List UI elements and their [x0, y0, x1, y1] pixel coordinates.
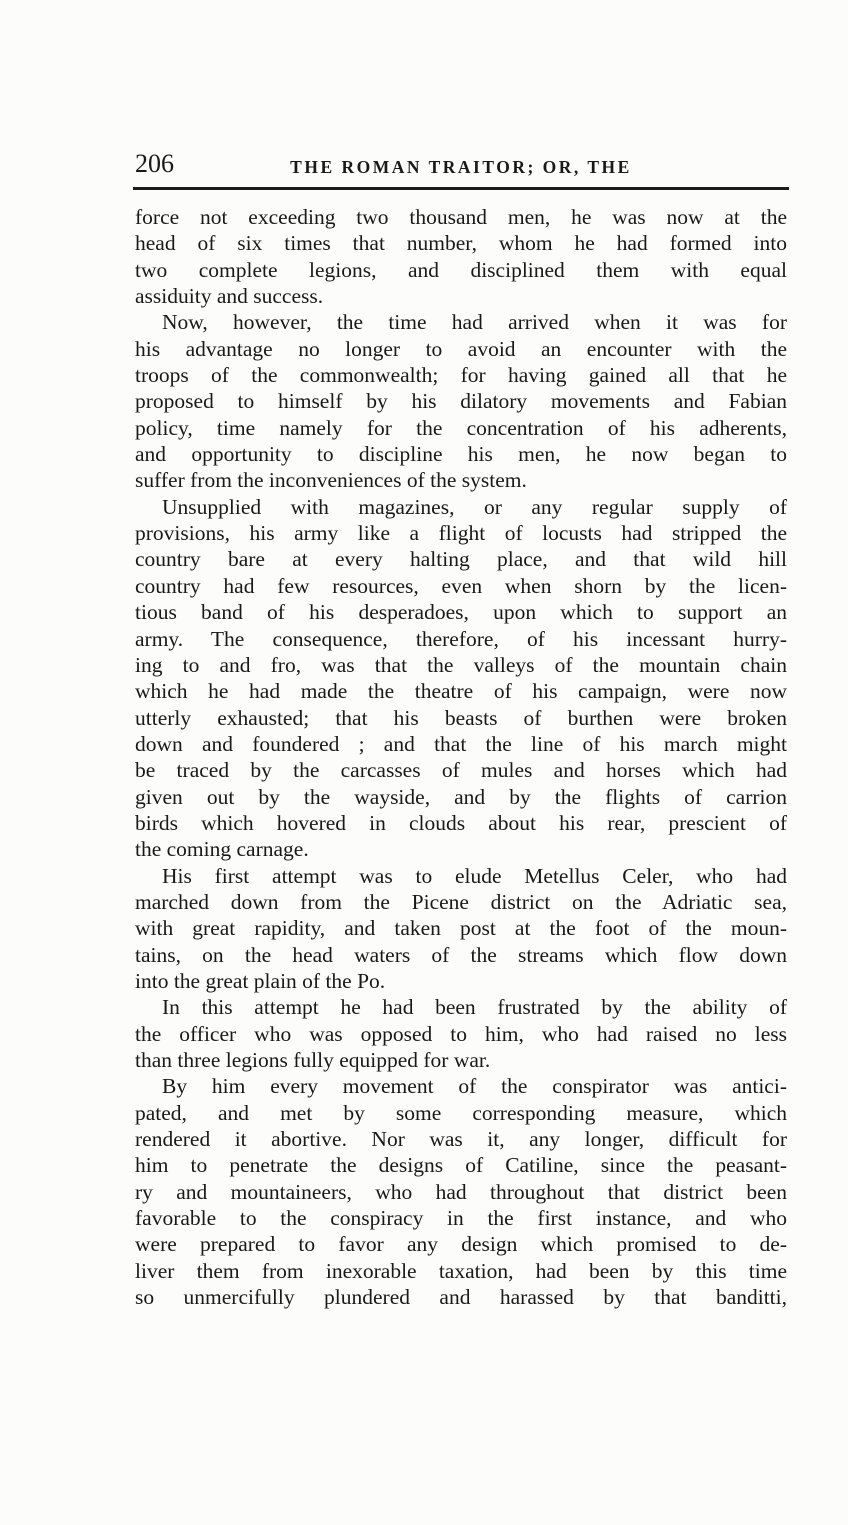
text-line: marched down from the Picene district on the Adriatic sea,: [135, 889, 787, 914]
text-line: force not exceeding two thousand men, he was now at the: [135, 205, 787, 229]
text-line: be traced by the carcasses of mules and horses which had: [135, 758, 787, 783]
text-line: Now, however, the time had arrived when it was for: [162, 310, 787, 335]
text-line: pated, and met by some corresponding measure, which: [135, 1100, 787, 1125]
text-line: birds which hovered in clouds about his rear, prescient of: [135, 810, 787, 835]
text-line: country bare at every halting place, and that wild hill: [135, 547, 787, 572]
text-line: tious band of his desperadoes, upon which to support an: [135, 600, 787, 625]
text-line: His first attempt was to elude Metellus Celer, who had: [162, 863, 787, 888]
text-line: suffer from the inconveniences of the system.: [135, 468, 527, 493]
text-line: provisions, his army like a flight of locusts had stripped the: [135, 521, 787, 546]
text-line: troops of the commonwealth; for having gained all that he: [135, 363, 787, 388]
text-line: which he had made the theatre of his campaign, were now: [135, 679, 787, 704]
text-line: and opportunity to discipline his men, he now began to: [135, 442, 787, 467]
text-line: Unsupplied with magazines, or any regular supply of: [162, 494, 787, 519]
text-line: In this attempt he had been frustrated by the ability of: [162, 995, 787, 1020]
text-line: favorable to the conspiracy in the first instance, and who: [135, 1206, 787, 1231]
text-line: two complete legions, and disciplined them with equal: [135, 257, 787, 282]
text-line: army. The consequence, therefore, of his incessant hurry-: [135, 626, 787, 651]
page-number: 206: [135, 149, 174, 178]
text-line: the coming carnage.: [135, 837, 309, 862]
text-line: into the great plain of the Po.: [135, 968, 386, 993]
text-line: ry and mountaineers, who had throughout that district been: [135, 1179, 787, 1204]
text-line: head of six times that number, whom he had formed into: [135, 231, 787, 256]
text-line: liver them from inexorable taxation, had been by this time: [135, 1258, 787, 1283]
page-header: [135, 150, 787, 180]
text-line: tains, on the head waters of the streams which flow down: [135, 942, 787, 967]
text-line: his advantage no longer to avoid an encounter with the: [135, 336, 787, 361]
text-line: ing to and fro, was that the valleys of the mountain chain: [135, 652, 787, 677]
text-line: down and foundered ; and that the line of his march might: [135, 731, 787, 756]
text-line: were prepared to favor any design which promised to de-: [135, 1232, 787, 1257]
text-line: given out by the wayside, and by the flights of carrion: [135, 784, 787, 809]
header-rule: [133, 187, 789, 190]
text-line: utterly exhausted; that his beasts of burthen were broken: [135, 705, 787, 730]
running-title: THE ROMAN TRAITOR; OR, THE: [290, 157, 632, 177]
text-line: country had few resources, even when shorn by the licen-: [135, 573, 787, 598]
text-line: the officer who was opposed to him, who had raised no less: [135, 1021, 787, 1046]
text-line: with great rapidity, and taken post at the foot of the moun-: [135, 916, 787, 941]
body-text: [135, 204, 787, 1310]
text-line: policy, time namely for the concentration of his adherents,: [135, 415, 787, 440]
text-line: than three legions fully equipped for war.: [135, 1048, 491, 1072]
text-line: By him every movement of the conspirator was antici-: [162, 1074, 787, 1099]
text-line: rendered it abortive. Nor was it, any longer, difficult for: [135, 1127, 787, 1152]
text-line: him to penetrate the designs of Catiline, since the peasant-: [135, 1153, 787, 1178]
text-line: assiduity and success.: [135, 284, 324, 309]
text-line: proposed to himself by his dilatory movements and Fabian: [135, 389, 787, 414]
text-line: so unmercifully plundered and harassed by that banditti,: [135, 1285, 787, 1310]
